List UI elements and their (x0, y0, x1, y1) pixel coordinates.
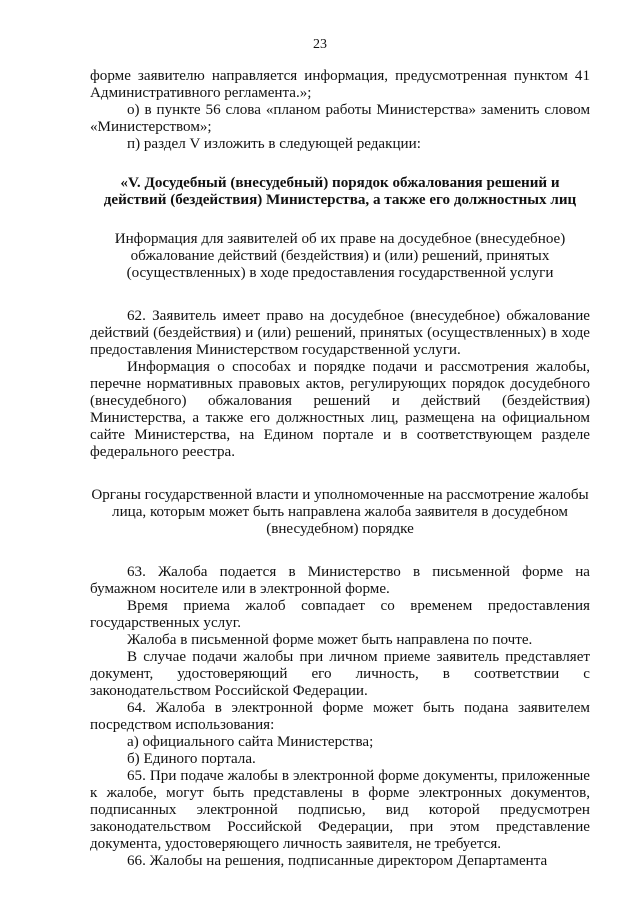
paragraph-63-personal: В случае подачи жалобы при личном приеме заявитель представляет документ, удостоверяющий его личность, в соответствии с законодательством Российской Федерации. (90, 649, 590, 699)
paragraph-62: 62. Заявитель имеет право на досудебное (внесудебное) обжалование действий (бездействия) и (или) решений, принятых (осуществленных) в ходе предоставления Министерством государственной услуги. (90, 308, 590, 358)
section-heading: «V. Досудебный (внесудебный) порядок обжалования решений и действий (бездействия) Министерства, а также его должностных лиц (103, 175, 577, 208)
paragraph-63: 63. Жалоба подается в Министерство в письменной форме на бумажном носителе или в электронной форме. (90, 564, 590, 597)
subsection-heading-authorities: Органы государственной власти и уполномоченные на рассмотрение жалобы лица, которым может быть направлена жалоба заявителя в досудебном (внесудебном) порядке (91, 487, 589, 537)
subsection-heading-info: Информация для заявителей об их праве на досудебное (внесудебное) обжалование действий (бездействия) и (или) решений, принятых (осуществленных) в ходе предоставления государственной услуги (114, 231, 566, 281)
paragraph-62-info: Информация о способах и порядке подачи и рассмотрения жалобы, перечне нормативных правовых актов, регулирующих порядок досудебного (внесудебного) обжалования решений и действий (бездействия) Министерства, а также его должностных лиц, размещена на официальном сайте Министерства, на Едином портале и в соответствующем разделе федерального реестра. (90, 359, 590, 460)
paragraph-64-b: б) Единого портала. (127, 751, 256, 767)
paragraph-64-a: а) официального сайта Министерства; (127, 734, 374, 750)
paragraph-64: 64. Жалоба в электронной форме может быть подана заявителем посредством использования: (90, 700, 590, 733)
paragraph-63-mail: Жалоба в письменной форме может быть направлена по почте. (127, 632, 533, 648)
document-body (90, 68, 590, 870)
paragraph-66: 66. Жалобы на решения, подписанные директором Департамента (127, 853, 548, 869)
paragraph-item-p: п) раздел V изложить в следующей редакции: (127, 136, 421, 152)
paragraph-65: 65. При подаче жалобы в электронной форме документы, приложенные к жалобе, могут быть представлены в форме электронных документов, подписанных электронной подписью, вид которой предусмотрен законодательством Российской Федерации, при этом представление документа, удостоверяющего личность заявителя, не требуется. (90, 768, 590, 852)
paragraph-63-time: Время приема жалоб совпадает со временем предоставления государственных услуг. (90, 598, 590, 631)
paragraph-continuation: форме заявителю направляется информация, предусмотренная пунктом 41 Административного регламента.»; (90, 68, 590, 101)
page-number: 23 (313, 37, 327, 52)
paragraph-item-o: о) в пункте 56 слова «планом работы Министерства» заменить словом «Министерством»; (90, 102, 590, 135)
